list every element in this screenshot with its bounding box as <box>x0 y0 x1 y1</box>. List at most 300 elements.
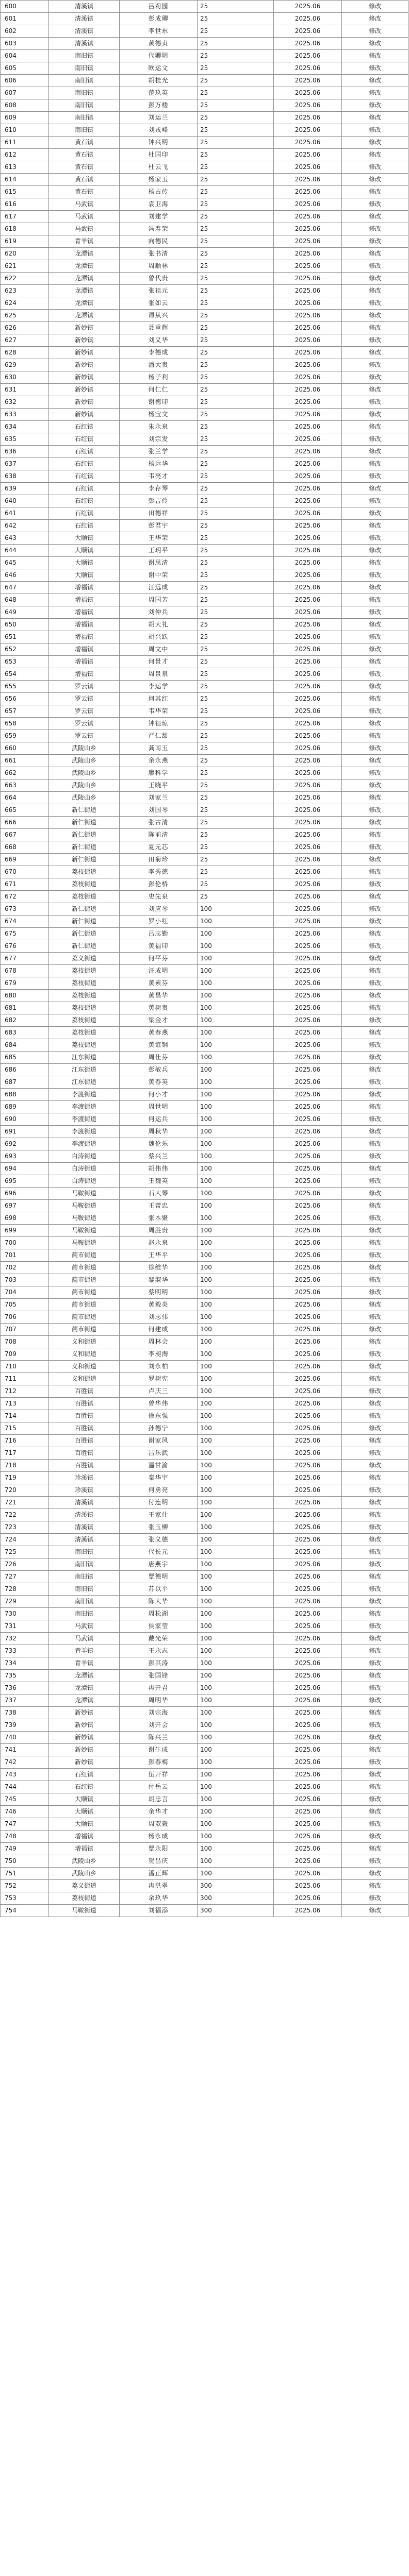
person-name-cell: 苏以平 <box>120 1583 198 1596</box>
period-cell: 2025.06 <box>274 1138 342 1150</box>
township-cell: 增福镇 <box>49 594 120 606</box>
township-cell: 荔义街道 <box>49 1880 120 1892</box>
amount-cell: 100 <box>198 1274 274 1286</box>
table-row <box>1 1274 408 1286</box>
table-row <box>1 1249 408 1262</box>
change-type-cell: 修改 <box>342 1694 408 1707</box>
period-cell: 2025.06 <box>274 1509 342 1521</box>
table-row <box>1 705 408 718</box>
township-cell: 新妙镇 <box>49 322 120 334</box>
table-row <box>1 1719 408 1732</box>
period-cell: 2025.06 <box>274 1843 342 1855</box>
township-cell: 武陵山乡 <box>49 767 120 779</box>
amount-cell: 100 <box>198 1052 274 1064</box>
period-cell: 2025.06 <box>274 767 342 779</box>
table-row <box>1 25 408 38</box>
table-row <box>1 977 408 990</box>
township-cell: 青羊镇 <box>49 1657 120 1670</box>
period-cell: 2025.06 <box>274 990 342 1002</box>
amount-cell: 100 <box>198 1200 274 1212</box>
period-cell: 2025.06 <box>274 1348 342 1361</box>
person-name-cell: 张玉柳 <box>120 1521 198 1534</box>
amount-cell: 100 <box>198 903 274 916</box>
change-type-cell: 修改 <box>342 260 408 273</box>
township-cell: 新仁街道 <box>49 903 120 916</box>
person-name-cell: 石大琴 <box>120 1188 198 1200</box>
table-row <box>1 1262 408 1274</box>
amount-cell: 25 <box>198 334 274 347</box>
township-cell: 黄石镇 <box>49 174 120 186</box>
person-name-cell: 张古清 <box>120 817 198 829</box>
row-number: 730 <box>1 1608 49 1620</box>
period-cell: 2025.06 <box>274 124 342 137</box>
person-name-cell: 周世明 <box>120 1101 198 1113</box>
period-cell: 2025.06 <box>274 841 342 854</box>
change-type-cell: 修改 <box>342 174 408 186</box>
row-number: 705 <box>1 1299 49 1311</box>
change-type-cell: 修改 <box>342 1089 408 1101</box>
change-type-cell: 修改 <box>342 792 408 804</box>
township-cell: 南旧镇 <box>49 1558 120 1571</box>
amount-cell: 100 <box>198 1472 274 1484</box>
change-type-cell: 修改 <box>342 1521 408 1534</box>
change-type-cell: 修改 <box>342 1781 408 1793</box>
township-cell: 蔺市街道 <box>49 1274 120 1286</box>
amount-cell: 25 <box>198 705 274 718</box>
table-row <box>1 990 408 1002</box>
amount-cell: 100 <box>198 1781 274 1793</box>
change-type-cell: 修改 <box>342 903 408 916</box>
change-type-cell: 修改 <box>342 347 408 359</box>
person-name-cell: 覃永阳 <box>120 1843 198 1855</box>
person-name-cell: 黄树贵 <box>120 1002 198 1014</box>
township-cell: 青羊镇 <box>49 235 120 248</box>
row-number: 668 <box>1 841 49 854</box>
person-name-cell: 唐燕宇 <box>120 1558 198 1571</box>
period-cell: 2025.06 <box>274 755 342 767</box>
township-cell: 荔枝街道 <box>49 1027 120 1039</box>
amount-cell: 25 <box>198 817 274 829</box>
row-number: 608 <box>1 99 49 112</box>
period-cell: 2025.06 <box>274 371 342 384</box>
change-type-cell: 修改 <box>342 1831 408 1843</box>
township-cell: 大顺镇 <box>49 1793 120 1806</box>
change-type-cell: 修改 <box>342 446 408 458</box>
row-number: 714 <box>1 1410 49 1422</box>
amount-cell: 100 <box>198 1583 274 1596</box>
township-cell: 义和街道 <box>49 1361 120 1373</box>
amount-cell: 25 <box>198 322 274 334</box>
row-number: 650 <box>1 619 49 631</box>
row-number: 674 <box>1 916 49 928</box>
township-cell: 荔枝街道 <box>49 1002 120 1014</box>
amount-cell: 25 <box>198 569 274 582</box>
township-cell: 南旧镇 <box>49 1583 120 1596</box>
change-type-cell: 修改 <box>342 1793 408 1806</box>
change-type-cell: 修改 <box>342 1546 408 1558</box>
period-cell: 2025.06 <box>274 1608 342 1620</box>
township-cell: 黄石镇 <box>49 137 120 149</box>
change-type-cell: 修改 <box>342 705 408 718</box>
amount-cell: 25 <box>198 681 274 693</box>
person-name-cell: 黄谊钢 <box>120 1039 198 1052</box>
table-row <box>1 1089 408 1101</box>
row-number: 677 <box>1 953 49 965</box>
table-row <box>1 1645 408 1657</box>
person-name-cell: 何景才 <box>120 656 198 668</box>
change-type-cell: 修改 <box>342 1286 408 1299</box>
person-name-cell: 钟兴明 <box>120 137 198 149</box>
table-row <box>1 1608 408 1620</box>
period-cell: 2025.06 <box>274 99 342 112</box>
row-number: 683 <box>1 1027 49 1039</box>
amount-cell: 100 <box>198 1571 274 1583</box>
change-type-cell: 修改 <box>342 273 408 285</box>
row-number: 690 <box>1 1113 49 1126</box>
amount-cell: 100 <box>198 1336 274 1348</box>
row-number: 642 <box>1 520 49 532</box>
person-name-cell: 罗树宪 <box>120 1373 198 1385</box>
person-name-cell: 李昶淘 <box>120 1348 198 1361</box>
township-cell: 南旧镇 <box>49 1596 120 1608</box>
roster-body <box>1 1 408 1917</box>
table-row <box>1 1188 408 1200</box>
row-number: 637 <box>1 458 49 470</box>
amount-cell: 25 <box>198 248 274 260</box>
change-type-cell: 修改 <box>342 545 408 557</box>
township-cell: 马武镇 <box>49 1620 120 1633</box>
township-cell: 新仁街道 <box>49 829 120 841</box>
row-number: 733 <box>1 1645 49 1657</box>
period-cell: 2025.06 <box>274 1212 342 1225</box>
person-name-cell: 徐维华 <box>120 1262 198 1274</box>
amount-cell: 100 <box>198 1361 274 1373</box>
table-row <box>1 532 408 545</box>
amount-cell: 100 <box>198 1286 274 1299</box>
change-type-cell: 修改 <box>342 1732 408 1744</box>
row-number: 633 <box>1 409 49 421</box>
row-number: 717 <box>1 1447 49 1460</box>
amount-cell: 25 <box>198 483 274 495</box>
township-cell: 新妙镇 <box>49 347 120 359</box>
period-cell: 2025.06 <box>274 1076 342 1089</box>
township-cell: 石红镇 <box>49 433 120 446</box>
row-number: 695 <box>1 1175 49 1188</box>
person-name-cell: 朱永泉 <box>120 421 198 433</box>
row-number: 697 <box>1 1200 49 1212</box>
township-cell: 新仁街道 <box>49 928 120 940</box>
person-name-cell: 严仁甜 <box>120 730 198 742</box>
township-cell: 荔枝街道 <box>49 977 120 990</box>
amount-cell: 25 <box>198 878 274 891</box>
period-cell: 2025.06 <box>274 1855 342 1868</box>
row-number: 663 <box>1 779 49 792</box>
period-cell: 2025.06 <box>274 62 342 75</box>
table-row <box>1 1336 408 1348</box>
change-type-cell: 修改 <box>342 112 408 124</box>
table-row <box>1 1472 408 1484</box>
change-type-cell: 修改 <box>342 779 408 792</box>
person-name-cell: 胡桂光 <box>120 75 198 87</box>
change-type-cell: 修改 <box>342 953 408 965</box>
amount-cell: 100 <box>198 1014 274 1027</box>
table-row <box>1 668 408 681</box>
person-name-cell: 罗小红 <box>120 916 198 928</box>
period-cell: 2025.06 <box>274 285 342 297</box>
township-cell: 石红镇 <box>49 507 120 520</box>
change-type-cell: 修改 <box>342 656 408 668</box>
table-row <box>1 557 408 569</box>
township-cell: 蔺市街道 <box>49 1262 120 1274</box>
change-type-cell: 修改 <box>342 916 408 928</box>
township-cell: 马鞍街道 <box>49 1237 120 1249</box>
period-cell: 2025.06 <box>274 112 342 124</box>
township-cell: 江东街道 <box>49 1064 120 1076</box>
table-row <box>1 804 408 817</box>
period-cell: 2025.06 <box>274 779 342 792</box>
period-cell: 2025.06 <box>274 1052 342 1064</box>
amount-cell: 25 <box>198 75 274 87</box>
person-name-cell: 彭君宇 <box>120 520 198 532</box>
amount-cell: 25 <box>198 854 274 866</box>
row-number: 659 <box>1 730 49 742</box>
township-cell: 荔枝街道 <box>49 878 120 891</box>
change-type-cell: 修改 <box>342 619 408 631</box>
table-row <box>1 520 408 532</box>
amount-cell: 100 <box>198 1212 274 1225</box>
period-cell: 2025.06 <box>274 1546 342 1558</box>
change-type-cell: 修改 <box>342 532 408 545</box>
township-cell: 新妙镇 <box>49 334 120 347</box>
amount-cell: 100 <box>198 1831 274 1843</box>
change-type-cell: 修改 <box>342 1769 408 1781</box>
person-name-cell: 刘应琴 <box>120 903 198 916</box>
amount-cell: 100 <box>198 1707 274 1719</box>
township-cell: 马鞍街道 <box>49 1905 120 1917</box>
row-number: 687 <box>1 1076 49 1089</box>
table-row <box>1 161 408 174</box>
change-type-cell: 修改 <box>342 569 408 582</box>
row-number: 728 <box>1 1583 49 1596</box>
row-number: 726 <box>1 1558 49 1571</box>
amount-cell: 25 <box>198 866 274 878</box>
period-cell: 2025.06 <box>274 730 342 742</box>
row-number: 719 <box>1 1472 49 1484</box>
township-cell: 南旧镇 <box>49 87 120 99</box>
table-row <box>1 396 408 409</box>
period-cell: 2025.06 <box>274 458 342 470</box>
township-cell: 武陵山乡 <box>49 1868 120 1880</box>
change-type-cell: 修改 <box>342 1076 408 1089</box>
table-row <box>1 137 408 149</box>
table-row <box>1 965 408 977</box>
person-name-cell: 潘正辉 <box>120 1868 198 1880</box>
period-cell: 2025.06 <box>274 1497 342 1509</box>
township-cell: 青羊镇 <box>49 1645 120 1657</box>
amount-cell: 25 <box>198 260 274 273</box>
amount-cell: 100 <box>198 1348 274 1361</box>
row-number: 621 <box>1 260 49 273</box>
township-cell: 南旧镇 <box>49 1546 120 1558</box>
amount-cell: 25 <box>198 495 274 507</box>
person-name-cell: 吕志勤 <box>120 928 198 940</box>
change-type-cell: 修改 <box>342 1200 408 1212</box>
period-cell: 2025.06 <box>274 953 342 965</box>
person-name-cell: 李存琴 <box>120 483 198 495</box>
person-name-cell: 周林会 <box>120 1336 198 1348</box>
township-cell: 石红镇 <box>49 483 120 495</box>
row-number: 743 <box>1 1769 49 1781</box>
person-name-cell: 汪成明 <box>120 965 198 977</box>
amount-cell: 100 <box>198 965 274 977</box>
period-cell: 2025.06 <box>274 928 342 940</box>
row-number: 651 <box>1 631 49 643</box>
township-cell: 黄石镇 <box>49 149 120 161</box>
township-cell: 石红镇 <box>49 1781 120 1793</box>
row-number: 747 <box>1 1818 49 1831</box>
row-number: 644 <box>1 545 49 557</box>
person-name-cell: 王家仕 <box>120 1509 198 1521</box>
period-cell: 2025.06 <box>274 87 342 99</box>
amount-cell: 100 <box>198 1398 274 1410</box>
township-cell: 新仁街道 <box>49 804 120 817</box>
person-name-cell: 秦华宇 <box>120 1472 198 1484</box>
amount-cell: 100 <box>198 1324 274 1336</box>
table-row <box>1 186 408 198</box>
township-cell: 增福镇 <box>49 1843 120 1855</box>
person-name-cell: 彭春梅 <box>120 1756 198 1769</box>
period-cell: 2025.06 <box>274 310 342 322</box>
person-name-cell: 杨永成 <box>120 1831 198 1843</box>
change-type-cell: 修改 <box>342 1460 408 1472</box>
period-cell: 2025.06 <box>274 260 342 273</box>
row-number: 740 <box>1 1732 49 1744</box>
row-number: 716 <box>1 1435 49 1447</box>
period-cell: 2025.06 <box>274 1274 342 1286</box>
change-type-cell: 修改 <box>342 965 408 977</box>
township-cell: 清溪镇 <box>49 25 120 38</box>
amount-cell: 25 <box>198 112 274 124</box>
change-type-cell: 修改 <box>342 928 408 940</box>
period-cell: 2025.06 <box>274 13 342 25</box>
change-type-cell: 修改 <box>342 582 408 594</box>
table-row <box>1 1076 408 1089</box>
township-cell: 黄石镇 <box>49 186 120 198</box>
period-cell: 2025.06 <box>274 1744 342 1756</box>
table-row <box>1 1027 408 1039</box>
change-type-cell: 修改 <box>342 1509 408 1521</box>
period-cell: 2025.06 <box>274 1793 342 1806</box>
township-cell: 武陵山乡 <box>49 779 120 792</box>
change-type-cell: 修改 <box>342 1497 408 1509</box>
change-type-cell: 修改 <box>342 458 408 470</box>
township-cell: 白涛街道 <box>49 1175 120 1188</box>
township-cell: 马武镇 <box>49 1633 120 1645</box>
person-name-cell: 黄春燕 <box>120 1027 198 1039</box>
period-cell: 2025.06 <box>274 161 342 174</box>
township-cell: 百胜镇 <box>49 1385 120 1398</box>
person-name-cell: 李德成 <box>120 347 198 359</box>
change-type-cell: 修改 <box>342 1052 408 1064</box>
table-row <box>1 1905 408 1917</box>
amount-cell: 100 <box>198 1138 274 1150</box>
table-row <box>1 347 408 359</box>
row-number: 634 <box>1 421 49 433</box>
township-cell: 龙潭镇 <box>49 1682 120 1694</box>
change-type-cell: 修改 <box>342 1039 408 1052</box>
township-cell: 龙潭镇 <box>49 273 120 285</box>
row-number: 600 <box>1 1 49 13</box>
amount-cell: 100 <box>198 1806 274 1818</box>
table-row <box>1 866 408 878</box>
person-name-cell: 胡兴跃 <box>120 631 198 643</box>
township-cell: 清溪镇 <box>49 1521 120 1534</box>
person-name-cell: 蔡明明 <box>120 1286 198 1299</box>
amount-cell: 100 <box>198 940 274 953</box>
change-type-cell: 修改 <box>342 1843 408 1855</box>
row-number: 748 <box>1 1831 49 1843</box>
row-number: 753 <box>1 1892 49 1905</box>
township-cell: 石红镇 <box>49 520 120 532</box>
table-row <box>1 718 408 730</box>
period-cell: 2025.06 <box>274 1237 342 1249</box>
row-number: 664 <box>1 792 49 804</box>
township-cell: 增福镇 <box>49 606 120 619</box>
amount-cell: 100 <box>198 1101 274 1113</box>
change-type-cell: 修改 <box>342 470 408 483</box>
table-row <box>1 371 408 384</box>
table-row <box>1 1633 408 1645</box>
person-name-cell: 余华才 <box>120 1806 198 1818</box>
person-name-cell: 王华荣 <box>120 532 198 545</box>
period-cell: 2025.06 <box>274 557 342 569</box>
row-number: 669 <box>1 854 49 866</box>
person-name-cell: 徐东强 <box>120 1410 198 1422</box>
person-name-cell: 黎淑华 <box>120 1274 198 1286</box>
change-type-cell: 修改 <box>342 211 408 223</box>
township-cell: 新仁街道 <box>49 916 120 928</box>
township-cell: 李渡街道 <box>49 1113 120 1126</box>
period-cell: 2025.06 <box>274 1472 342 1484</box>
amount-cell: 25 <box>198 149 274 161</box>
table-row <box>1 112 408 124</box>
person-name-cell: 黄福印 <box>120 940 198 953</box>
person-name-cell: 赵永泉 <box>120 1237 198 1249</box>
amount-cell: 25 <box>198 804 274 817</box>
person-name-cell: 付岳云 <box>120 1781 198 1793</box>
table-row <box>1 1670 408 1682</box>
change-type-cell: 修改 <box>342 371 408 384</box>
amount-cell: 25 <box>198 174 274 186</box>
amount-cell: 100 <box>198 1657 274 1670</box>
row-number: 723 <box>1 1521 49 1534</box>
amount-cell: 25 <box>198 532 274 545</box>
amount-cell: 25 <box>198 25 274 38</box>
row-number: 736 <box>1 1682 49 1694</box>
person-name-cell: 陈兴兰 <box>120 1732 198 1744</box>
period-cell: 2025.06 <box>274 1447 342 1460</box>
change-type-cell: 修改 <box>342 433 408 446</box>
period-cell: 2025.06 <box>274 1596 342 1608</box>
table-row <box>1 1299 408 1311</box>
amount-cell: 25 <box>198 829 274 841</box>
township-cell: 荔义街道 <box>49 953 120 965</box>
change-type-cell: 修改 <box>342 322 408 334</box>
person-name-cell: 王蕾忠 <box>120 1200 198 1212</box>
period-cell: 2025.06 <box>274 1225 342 1237</box>
table-row <box>1 656 408 668</box>
township-cell: 新妙镇 <box>49 384 120 396</box>
